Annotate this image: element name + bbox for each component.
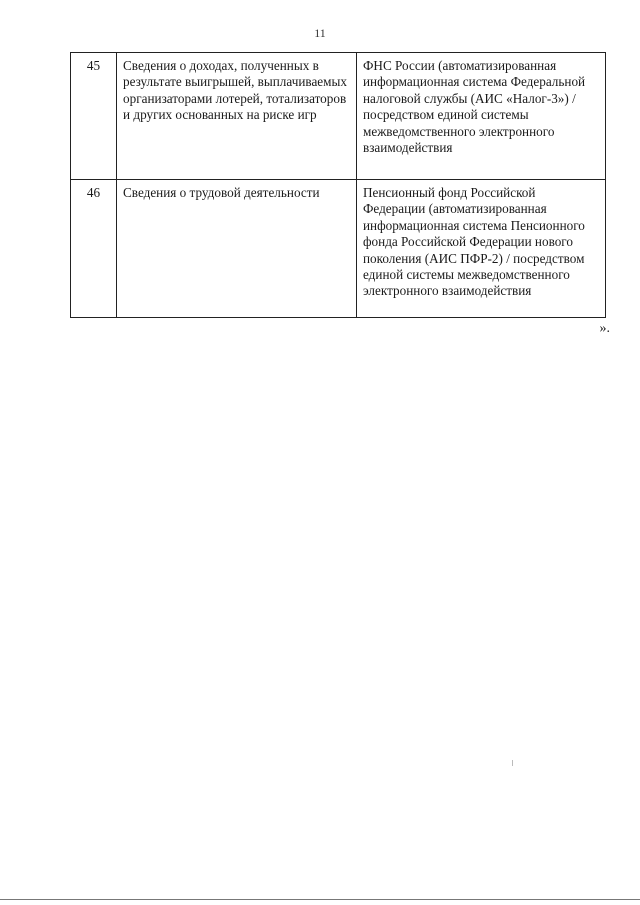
row-number: 45 (71, 53, 117, 180)
row-number: 46 (71, 180, 117, 318)
data-sources-table (70, 52, 606, 318)
page-bottom-edge (0, 899, 640, 900)
scan-artifact (512, 760, 513, 766)
page-number: 11 (314, 26, 326, 40)
row-source: ФНС России (автоматизированная информационная система Федеральной налоговой службы (АИС «Налог-3») / посредством единой системы межведомственного электронного взаимодействия (357, 53, 606, 180)
table-row (71, 180, 606, 318)
row-source: Пенсионный фонд Российской Федерации (автоматизированная информационная система Пенсионного фонда Российской Федерации нового поколения (АИС ПФР-2) / посредством единой системы межведомственного электронного взаимодействия (357, 180, 606, 318)
closing-quote-mark: ». (599, 321, 610, 336)
table-row (71, 53, 606, 180)
row-description: Сведения о трудовой деятельности (117, 180, 357, 318)
row-description: Сведения о доходах, полученных в результате выигрышей, выплачиваемых организаторами лотерей, тотализаторов и других основанных на риске игр (117, 53, 357, 180)
